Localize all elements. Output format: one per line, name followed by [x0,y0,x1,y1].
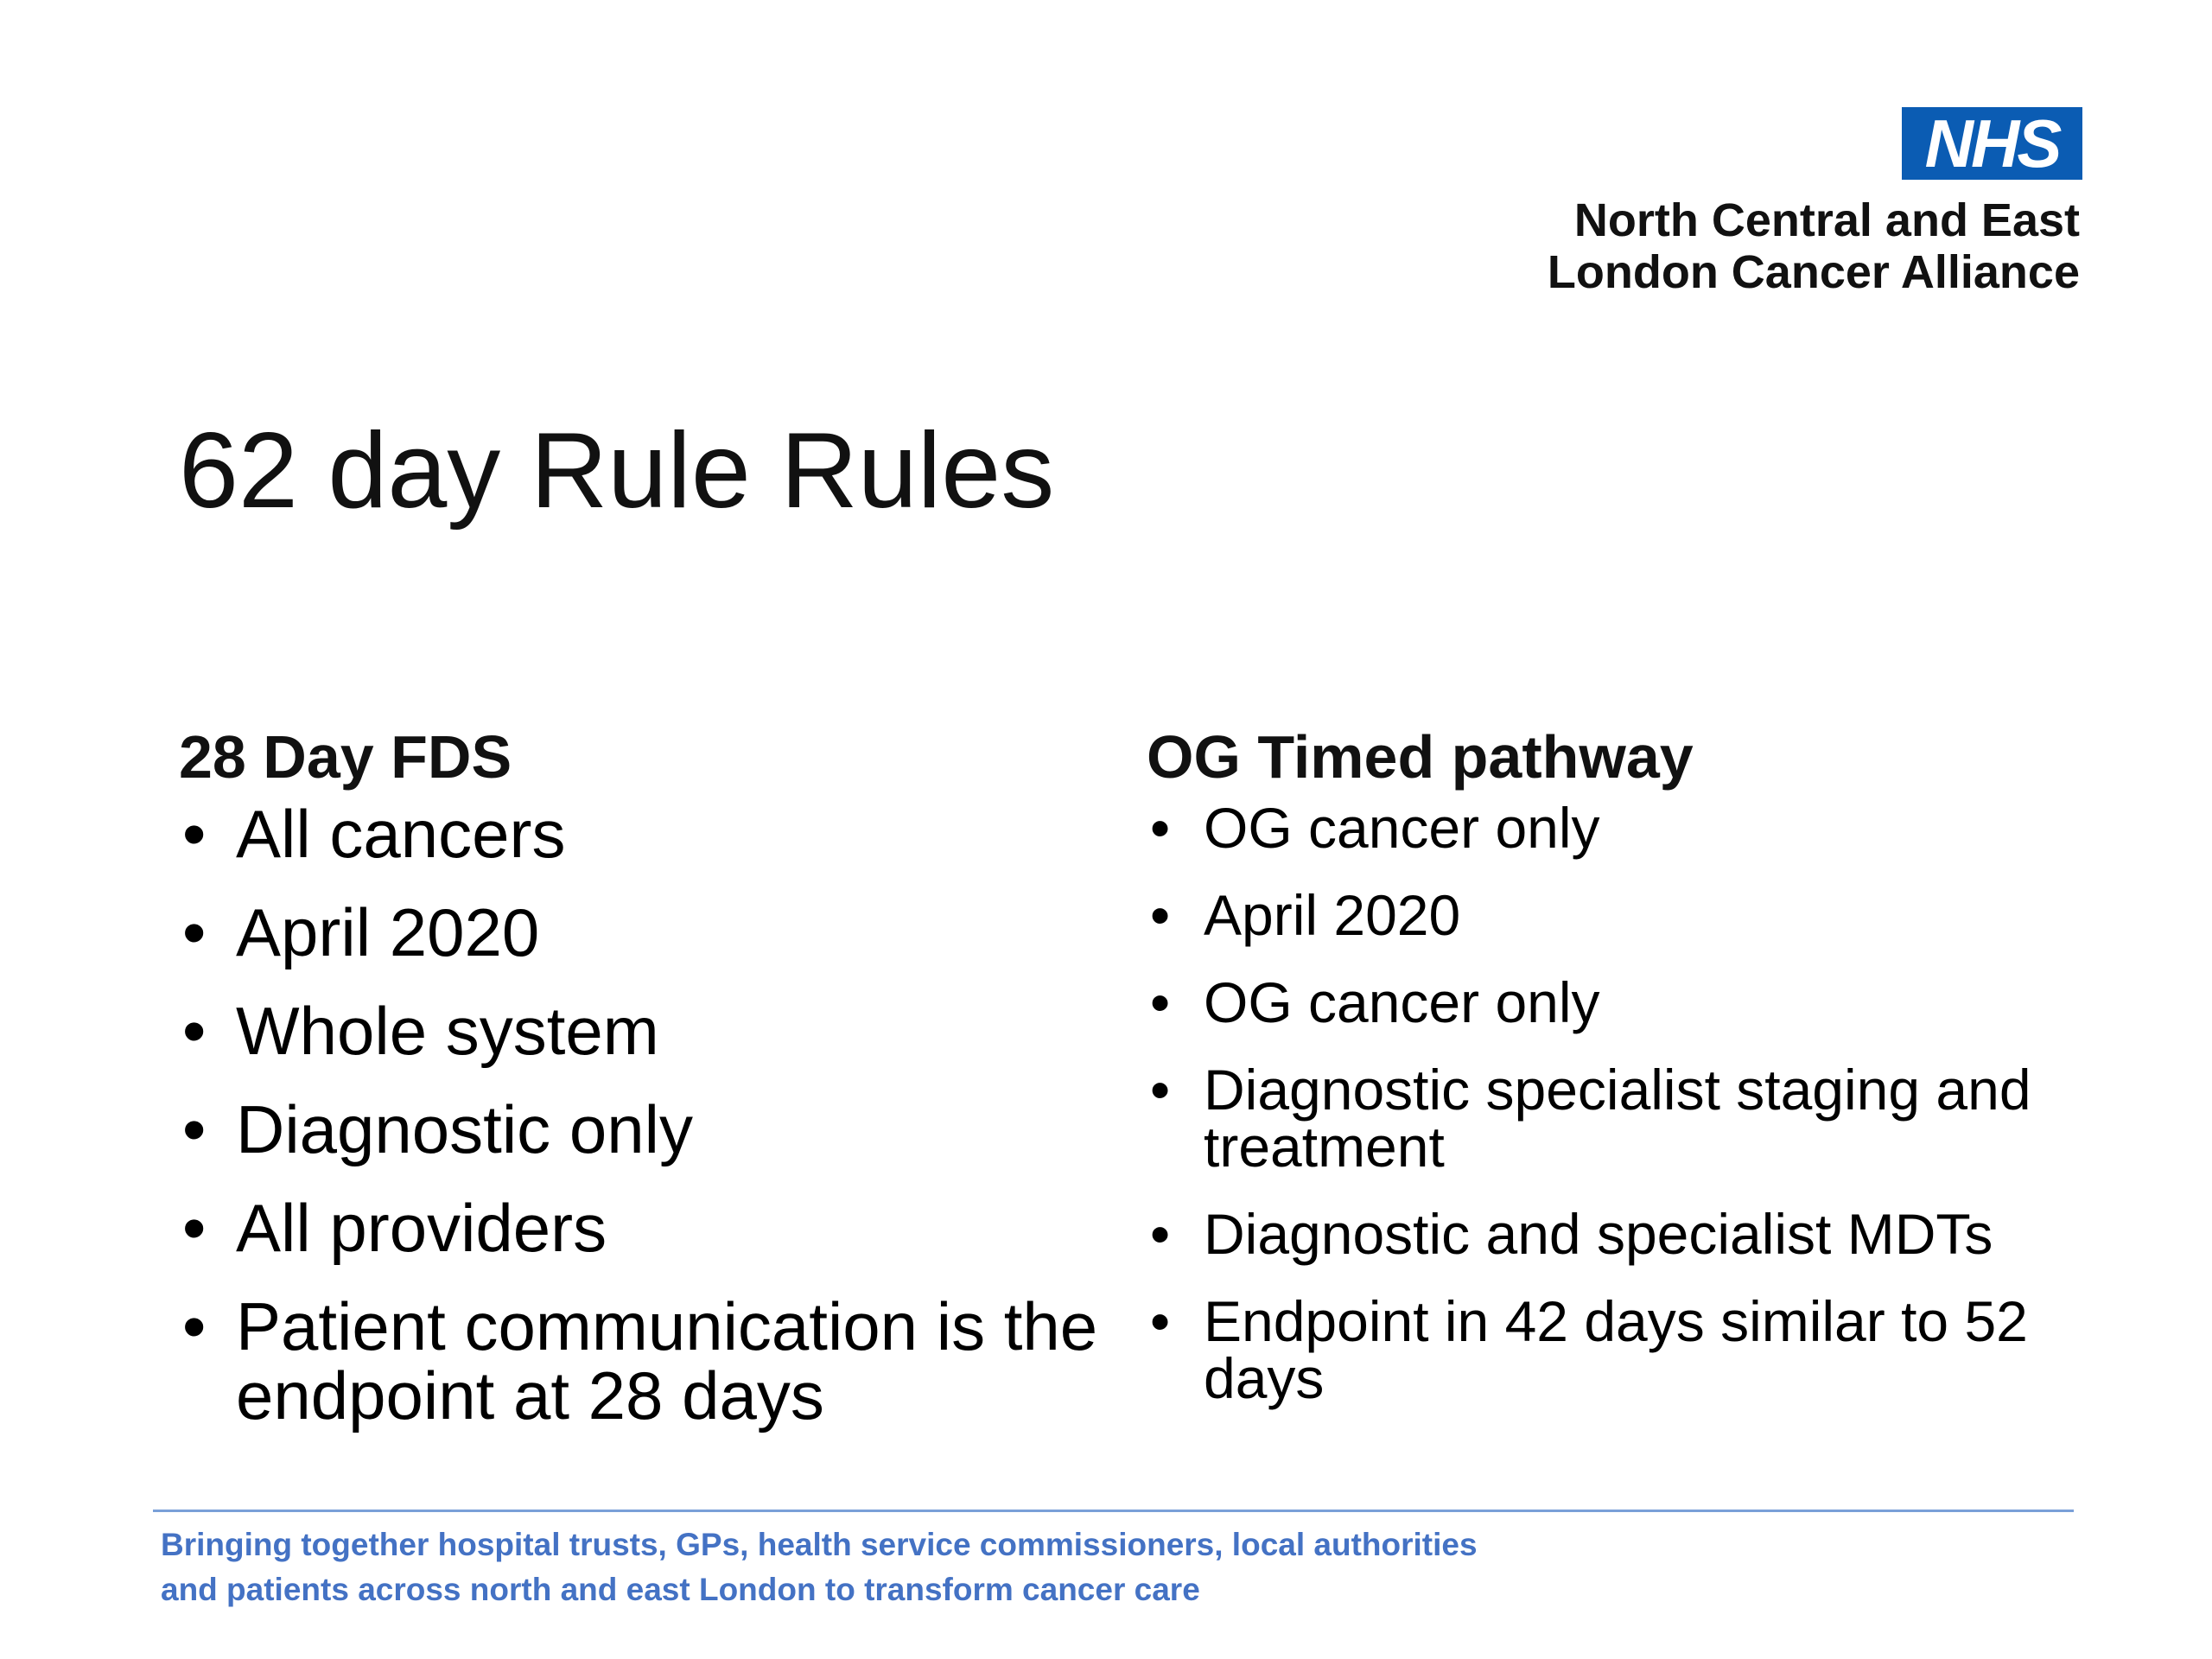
bullet-icon: • [1150,1202,1171,1266]
bullet-icon: • [1150,1058,1171,1122]
list-item-text: Diagnostic and specialist MDTs [1204,1202,1993,1266]
list-item [179,1288,1121,1433]
footer-divider [153,1510,2074,1512]
right-column-heading: OG Timed pathway [1147,723,1694,791]
list-item [179,796,1121,872]
list-item-text: All providers [236,1190,607,1266]
organisation-name [1548,194,2080,298]
list-item-text: April 2020 [1204,883,1461,947]
bullet-icon: • [1150,796,1171,860]
list-item [1147,1289,2097,1410]
left-bullet-list [179,796,1121,1433]
right-bullet-list [1147,796,2097,1410]
bullet-icon: • [182,993,207,1069]
list-item-text: Diagnostic only [236,1091,693,1167]
list-item-text: OG cancer only [1204,970,1600,1034]
list-item-text: Diagnostic specialist staging and treatment [1204,1058,2031,1179]
bullet-icon: • [182,1190,207,1266]
bullet-icon: • [182,894,207,970]
bullet-icon: • [182,1288,207,1364]
slide-title: 62 day Rule Rules [179,411,1055,531]
list-item [1147,1202,2097,1266]
bullet-icon: • [1150,883,1171,947]
list-item [179,1190,1121,1266]
nhs-logo: NHS [1902,107,2082,180]
list-item-text: Patient communication is the endpoint at 28 days [236,1288,1098,1433]
organisation-name-line-2: London Cancer Alliance [1547,246,2080,298]
list-item-text: All cancers [236,796,566,872]
footer-tagline-line-2: and patients across north and east London to transform cancer care [161,1572,1200,1607]
bullet-icon: • [1150,970,1171,1034]
list-item-text: OG cancer only [1204,796,1600,860]
list-item [1147,1058,2097,1179]
bullet-icon: • [182,1091,207,1167]
bullet-icon: • [182,796,207,872]
list-item-text: Whole system [236,993,659,1069]
list-item [179,894,1121,970]
list-item-text: Endpoint in 42 days similar to 52 days [1204,1289,2028,1410]
footer-tagline [161,1522,1478,1612]
organisation-name-line-1: North Central and East [1573,194,2080,246]
footer-tagline-line-1: Bringing together hospital trusts, GPs, health service commissioners, local authorities [161,1527,1478,1562]
list-item [179,993,1121,1069]
right-column [1147,721,2097,1437]
left-column-heading: 28 Day FDS [179,723,512,791]
list-item [1147,970,2097,1034]
list-item [1147,796,2097,860]
list-item [179,1091,1121,1167]
left-column [179,721,1121,1459]
list-item [1147,883,2097,947]
list-item-text: April 2020 [236,894,540,970]
bullet-icon: • [1150,1289,1171,1353]
